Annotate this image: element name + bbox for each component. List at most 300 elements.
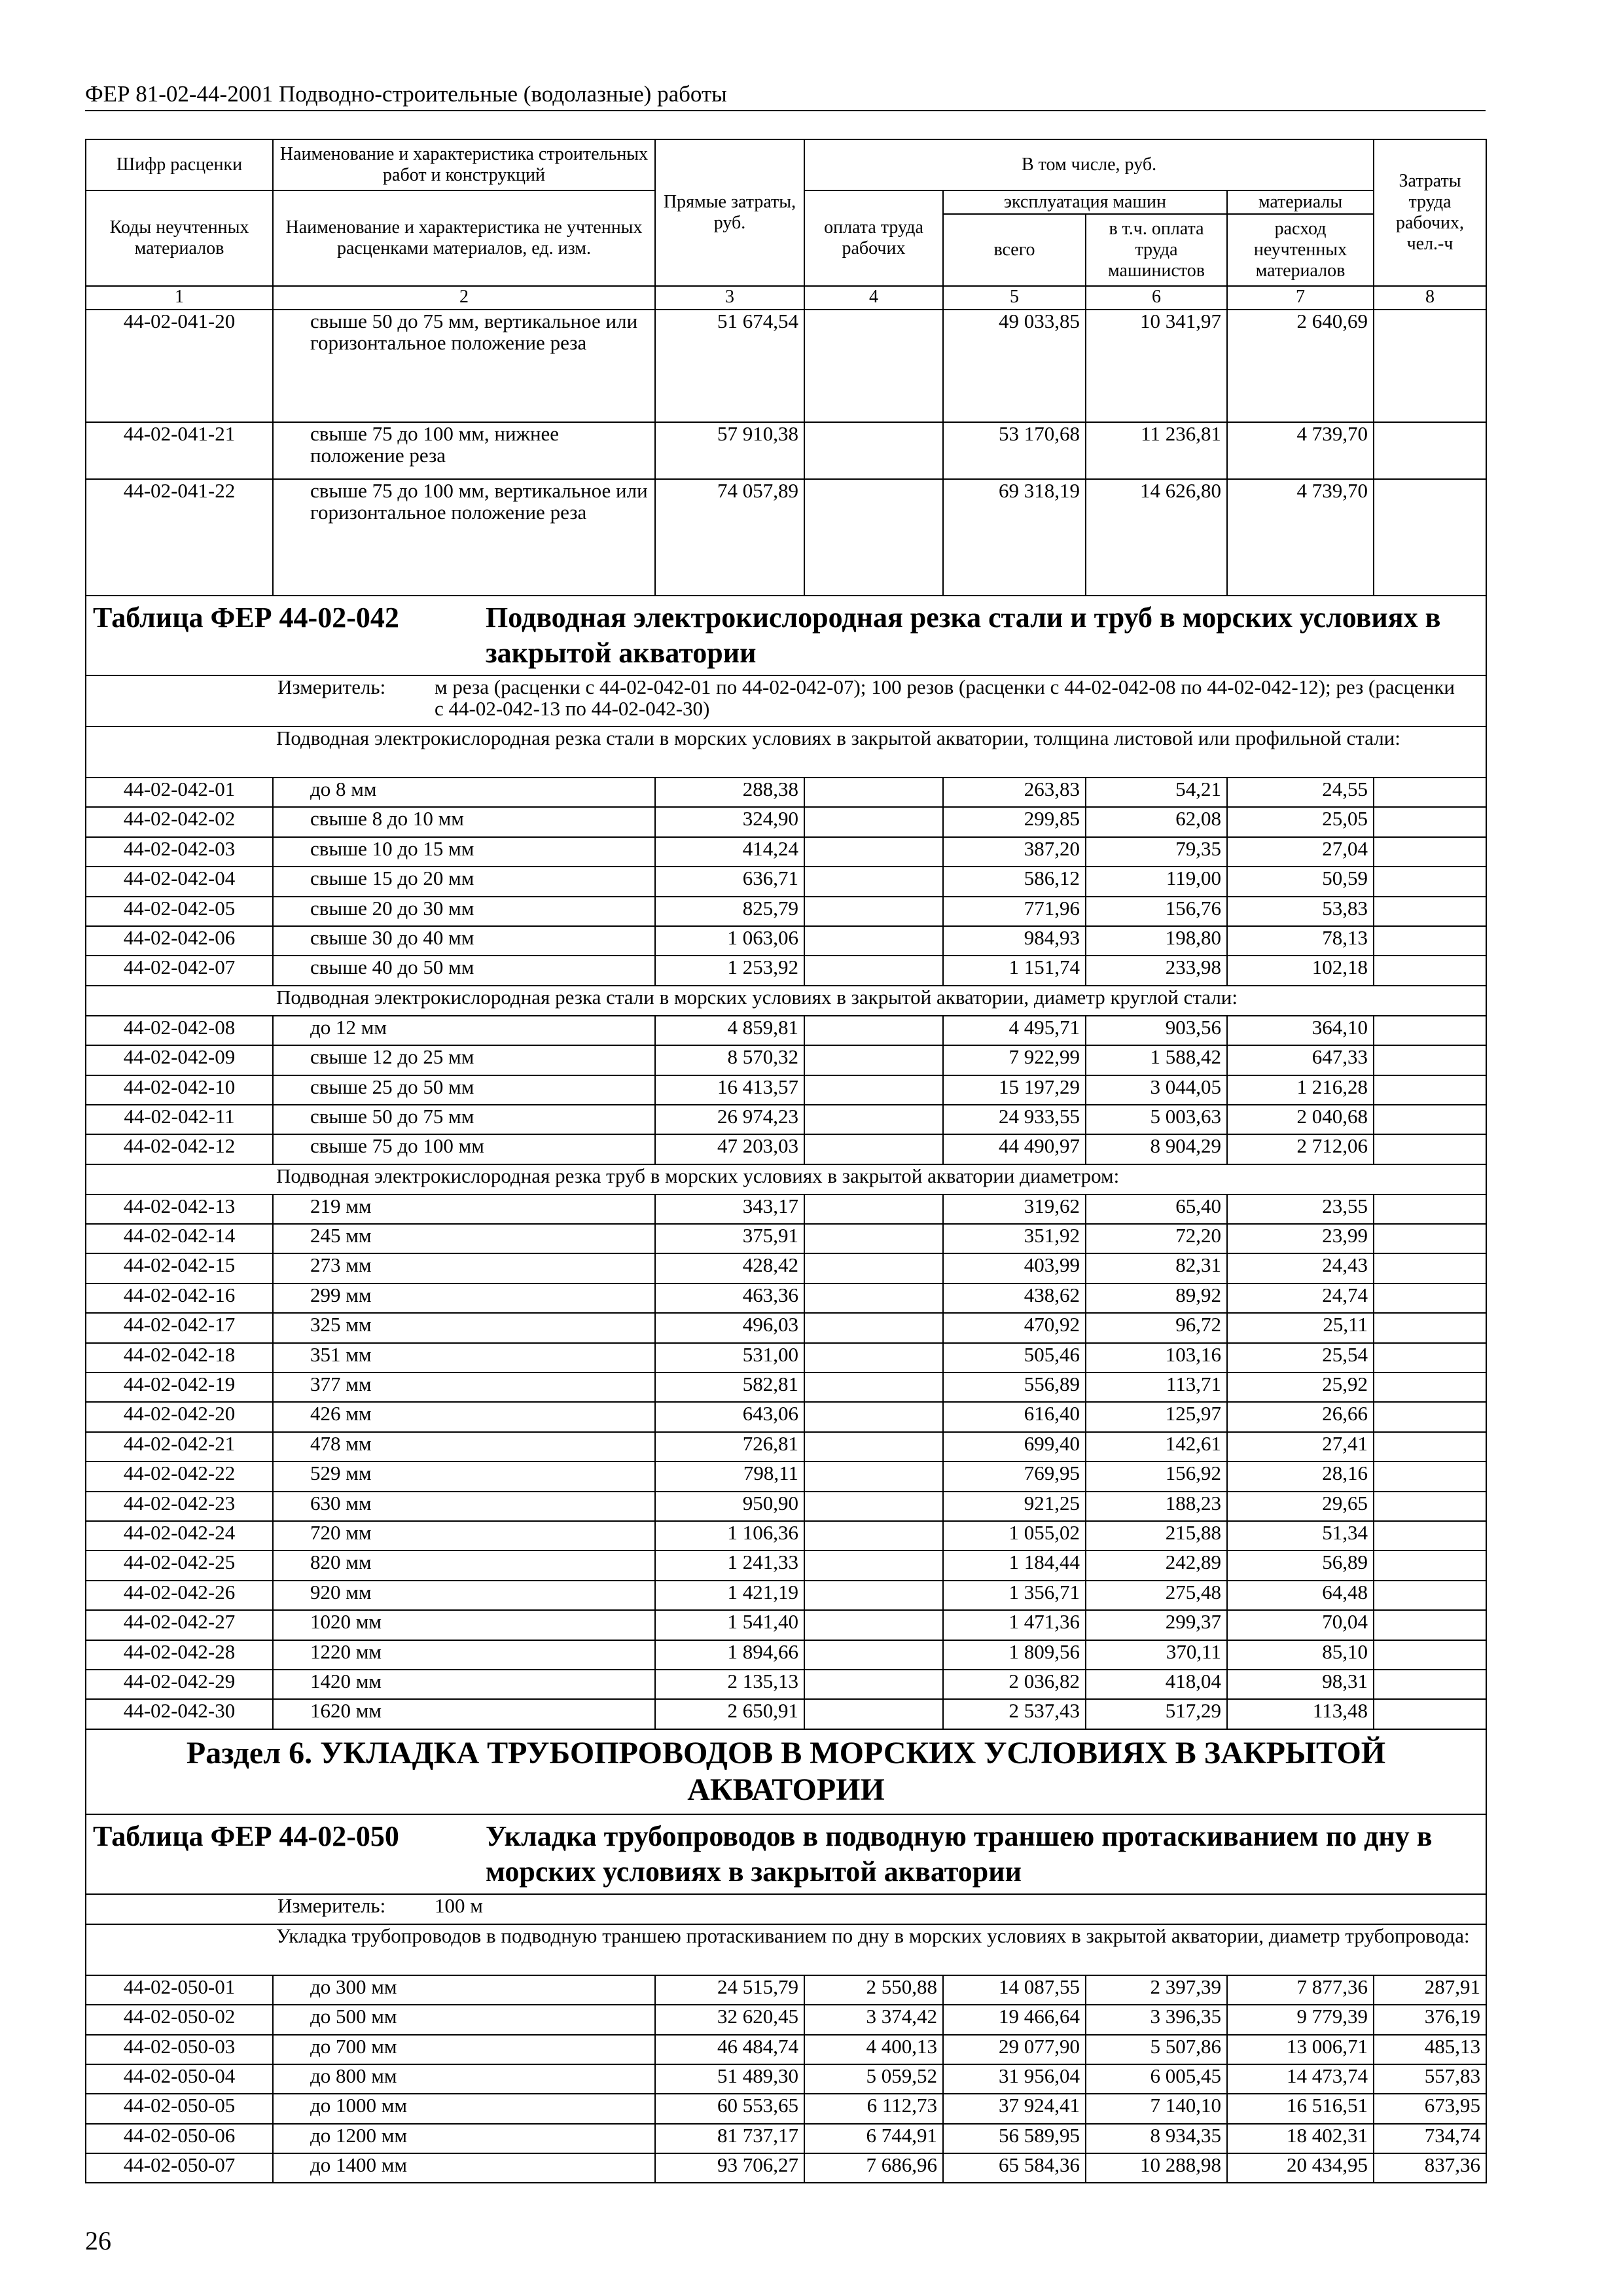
- cell-name: свыше 12 до 25 мм: [273, 1045, 655, 1075]
- cell-machinist: 215,88: [1086, 1521, 1227, 1551]
- cell-materials: 102,18: [1227, 956, 1374, 985]
- cell-labor: [804, 1640, 943, 1670]
- cell-materials: 27,41: [1227, 1432, 1374, 1462]
- table-heading: [86, 1814, 1486, 1894]
- rates-table: [85, 139, 1487, 2183]
- table-row: [86, 2124, 1486, 2153]
- cell-direct: 2 650,91: [655, 1699, 804, 1729]
- cell-code: 44-02-042-17: [86, 1313, 273, 1342]
- cell-code: 44-02-050-07: [86, 2153, 273, 2183]
- cell-name: 1220 мм: [273, 1640, 655, 1670]
- cell-hours: [1374, 1075, 1486, 1105]
- cell-machines: 15 197,29: [943, 1075, 1086, 1105]
- cell-code: 44-02-042-07: [86, 956, 273, 985]
- page-header: [85, 77, 1486, 111]
- cell-direct: 2 135,13: [655, 1670, 804, 1699]
- cell-direct: 81 737,17: [655, 2124, 804, 2153]
- cell-labor: [804, 1224, 943, 1253]
- cell-machines: 53 170,68: [943, 422, 1086, 479]
- cell-machinist: 142,61: [1086, 1432, 1227, 1462]
- cell-hours: [1374, 1343, 1486, 1372]
- cell-materials: 25,54: [1227, 1343, 1374, 1372]
- cell-materials: 23,55: [1227, 1194, 1374, 1224]
- cell-direct: 26 974,23: [655, 1105, 804, 1134]
- cell-machines: 351,92: [943, 1224, 1086, 1253]
- cell-machines: 1 055,02: [943, 1521, 1086, 1551]
- cell-machines: 505,46: [943, 1343, 1086, 1372]
- cell-labor: [804, 1521, 943, 1551]
- table-row: [86, 2035, 1486, 2064]
- cell-labor: [804, 1610, 943, 1640]
- cell-labor: [804, 1670, 943, 1699]
- table-title: Подводная электрокислородная резка стали и труб в морских условиях в закрытой акватории: [486, 601, 1441, 669]
- cell-machinist: 11 236,81: [1086, 422, 1227, 479]
- table-row: [86, 1105, 1486, 1134]
- cell-labor: [804, 1343, 943, 1372]
- table-row: [86, 1134, 1486, 1164]
- cell-hours: 673,95: [1374, 2094, 1486, 2123]
- table-row: [86, 2094, 1486, 2123]
- cell-direct: 60 553,65: [655, 2094, 804, 2123]
- cell-materials: 29,65: [1227, 1492, 1374, 1521]
- cell-hours: 734,74: [1374, 2124, 1486, 2153]
- cell-code: 44-02-050-03: [86, 2035, 273, 2064]
- cell-code: 44-02-042-16: [86, 1283, 273, 1313]
- cell-code: 44-02-042-05: [86, 897, 273, 926]
- cell-machines: 586,12: [943, 867, 1086, 896]
- table-row: [86, 1492, 1486, 1521]
- cell-direct: 32 620,45: [655, 2005, 804, 2034]
- cell-materials: 9 779,39: [1227, 2005, 1374, 2034]
- table-row: [86, 1551, 1486, 1580]
- cell-labor: [804, 956, 943, 985]
- cell-direct: 636,71: [655, 867, 804, 896]
- cell-code: 44-02-050-06: [86, 2124, 273, 2153]
- cell-hours: [1374, 1105, 1486, 1134]
- cell-hours: [1374, 1699, 1486, 1729]
- cell-labor: 4 400,13: [804, 2035, 943, 2064]
- col-number: 5: [943, 286, 1086, 310]
- th-machines-total: всего: [943, 214, 1086, 286]
- col-number: 4: [804, 286, 943, 310]
- cell-machines: 1 471,36: [943, 1610, 1086, 1640]
- cell-hours: [1374, 1610, 1486, 1640]
- cell-machinist: 233,98: [1086, 956, 1227, 985]
- cell-machinist: 2 397,39: [1086, 1975, 1227, 2005]
- cell-hours: [1374, 897, 1486, 926]
- cell-labor: [804, 1105, 943, 1134]
- cell-code: 44-02-042-13: [86, 1194, 273, 1224]
- cell-name: свыше 25 до 50 мм: [273, 1075, 655, 1105]
- table-row: [86, 422, 1486, 479]
- cell-materials: 13 006,71: [1227, 2035, 1374, 2064]
- cell-materials: 98,31: [1227, 1670, 1374, 1699]
- cell-hours: [1374, 1581, 1486, 1610]
- cell-labor: [804, 1016, 943, 1045]
- cell-name: 351 мм: [273, 1343, 655, 1372]
- cell-machines: 616,40: [943, 1402, 1086, 1431]
- meter-value: 100 м: [435, 1893, 483, 1917]
- cell-name: 478 мм: [273, 1432, 655, 1462]
- cell-code: 44-02-042-14: [86, 1224, 273, 1253]
- cell-machinist: 156,92: [1086, 1462, 1227, 1491]
- table-row: [86, 2005, 1486, 2034]
- cell-labor: 3 374,42: [804, 2005, 943, 2034]
- cell-hours: [1374, 479, 1486, 596]
- cell-machines: 44 490,97: [943, 1134, 1086, 1164]
- cell-code: 44-02-042-09: [86, 1045, 273, 1075]
- cell-hours: [1374, 1016, 1486, 1045]
- cell-direct: 47 203,03: [655, 1134, 804, 1164]
- cell-hours: 837,36: [1374, 2153, 1486, 2183]
- cell-code: 44-02-042-28: [86, 1640, 273, 1670]
- cell-materials: 364,10: [1227, 1016, 1374, 1045]
- cell-code: 44-02-042-26: [86, 1581, 273, 1610]
- cell-name: 377 мм: [273, 1372, 655, 1402]
- cell-materials: 56,89: [1227, 1551, 1374, 1580]
- cell-machinist: 79,35: [1086, 837, 1227, 867]
- table-row: [86, 867, 1486, 896]
- cell-hours: [1374, 1194, 1486, 1224]
- cell-code: 44-02-050-02: [86, 2005, 273, 2034]
- th-labor-cost: Затраты труда рабочих, чел.-ч: [1374, 139, 1486, 286]
- cell-code: 44-02-041-21: [86, 422, 273, 479]
- cell-code: 44-02-042-04: [86, 867, 273, 896]
- table-row: [86, 1581, 1486, 1610]
- table-row: [86, 1432, 1486, 1462]
- cell-materials: 4 739,70: [1227, 422, 1374, 479]
- cell-machines: 7 922,99: [943, 1045, 1086, 1075]
- cell-machinist: 65,40: [1086, 1194, 1227, 1224]
- cell-hours: [1374, 1283, 1486, 1313]
- cell-machines: 263,83: [943, 778, 1086, 807]
- table-title: Укладка трубопроводов в подводную траншею протаскиванием по дну в морских условиях в закрытой акватории: [486, 1820, 1433, 1888]
- meter-value: м реза (расценки с 44-02-042-01 по 44-02-042-07); 100 резов (расценки с 44-02-042-08 по 44-02-042-12); рез (расценки с 44-02-042-13 по 44-02-042-30): [435, 675, 1455, 720]
- cell-labor: [804, 1699, 943, 1729]
- cell-hours: 557,83: [1374, 2064, 1486, 2094]
- cell-code: 44-02-042-22: [86, 1462, 273, 1491]
- cell-materials: 23,99: [1227, 1224, 1374, 1253]
- cell-machines: 403,99: [943, 1253, 1086, 1283]
- cell-machinist: 5 003,63: [1086, 1105, 1227, 1134]
- table-row: [86, 1194, 1486, 1224]
- cell-hours: [1374, 867, 1486, 896]
- cell-labor: [804, 1462, 943, 1491]
- th-materials-use: расход неучтенных материалов: [1227, 214, 1374, 286]
- th-materials: материалы: [1227, 190, 1374, 214]
- cell-code: 44-02-042-06: [86, 926, 273, 956]
- table-row: [86, 1343, 1486, 1372]
- cell-direct: 343,17: [655, 1194, 804, 1224]
- cell-name: свыше 75 до 100 мм: [273, 1134, 655, 1164]
- th-machinist-pay: в т.ч. оплата труда машинистов: [1086, 214, 1227, 286]
- table-row: [86, 2064, 1486, 2094]
- cell-name: 219 мм: [273, 1194, 655, 1224]
- cell-materials: 64,48: [1227, 1581, 1374, 1610]
- cell-labor: [804, 1313, 943, 1342]
- cell-name: до 8 мм: [273, 778, 655, 807]
- cell-materials: 70,04: [1227, 1610, 1374, 1640]
- cell-direct: 51 489,30: [655, 2064, 804, 2094]
- cell-materials: 16 516,51: [1227, 2094, 1374, 2123]
- cell-materials: 7 877,36: [1227, 1975, 1374, 2005]
- cell-code: 44-02-041-22: [86, 479, 273, 596]
- cell-labor: [804, 1372, 943, 1402]
- cell-direct: 8 570,32: [655, 1045, 804, 1075]
- cell-direct: 4 859,81: [655, 1016, 804, 1045]
- cell-labor: [804, 1253, 943, 1283]
- cell-name: 245 мм: [273, 1224, 655, 1253]
- cell-code: 44-02-042-24: [86, 1521, 273, 1551]
- cell-code: 44-02-050-01: [86, 1975, 273, 2005]
- cell-name: 529 мм: [273, 1462, 655, 1491]
- cell-hours: [1374, 778, 1486, 807]
- cell-code: 44-02-042-01: [86, 778, 273, 807]
- document-title: ФЕР 81-02-44-2001 Подводно-строительные (водолазные) работы: [85, 81, 727, 107]
- cell-materials: 18 402,31: [1227, 2124, 1374, 2153]
- cell-machinist: 370,11: [1086, 1640, 1227, 1670]
- cell-code: 44-02-042-21: [86, 1432, 273, 1462]
- th-labor-pay: оплата труда рабочих: [804, 190, 943, 286]
- cell-code: 44-02-042-10: [86, 1075, 273, 1105]
- cell-machinist: 3 044,05: [1086, 1075, 1227, 1105]
- cell-materials: 20 434,95: [1227, 2153, 1374, 2183]
- page-number: 26: [85, 2226, 111, 2255]
- cell-direct: 1 541,40: [655, 1610, 804, 1640]
- cell-labor: [804, 1551, 943, 1580]
- cell-machinist: 54,21: [1086, 778, 1227, 807]
- cell-machinist: 6 005,45: [1086, 2064, 1227, 2094]
- cell-name: свыше 15 до 20 мм: [273, 867, 655, 896]
- cell-direct: 582,81: [655, 1372, 804, 1402]
- cell-materials: 27,04: [1227, 837, 1374, 867]
- cell-code: 44-02-042-25: [86, 1551, 273, 1580]
- cell-code: 44-02-042-19: [86, 1372, 273, 1402]
- cell-name: до 1000 мм: [273, 2094, 655, 2123]
- cell-labor: 2 550,88: [804, 1975, 943, 2005]
- cell-code: 44-02-042-23: [86, 1492, 273, 1521]
- cell-machines: 4 495,71: [943, 1016, 1086, 1045]
- table-row: [86, 1253, 1486, 1283]
- cell-machines: 299,85: [943, 807, 1086, 836]
- cell-name: свыше 20 до 30 мм: [273, 897, 655, 926]
- cell-hours: [1374, 1551, 1486, 1580]
- table-row: [86, 2153, 1486, 2183]
- th-uncounted-codes: Коды неучтенных материалов: [86, 190, 273, 286]
- th-direct: Прямые затраты, руб.: [655, 139, 804, 286]
- group-title: Подводная электрокислородная резка труб в морских условиях в закрытой акватории диаметром:: [86, 1164, 1486, 1194]
- cell-direct: 57 910,38: [655, 422, 804, 479]
- cell-hours: [1374, 1313, 1486, 1342]
- cell-name: до 700 мм: [273, 2035, 655, 2064]
- group-title: Подводная электрокислородная резка стали в морских условиях в закрытой акватории, толщина листовой или профильной стали:: [86, 726, 1486, 778]
- cell-name: свыше 50 до 75 мм: [273, 1105, 655, 1134]
- cell-code: 44-02-042-15: [86, 1253, 273, 1283]
- cell-direct: 531,00: [655, 1343, 804, 1372]
- cell-materials: 4 739,70: [1227, 479, 1374, 596]
- th-including: В том числе, руб.: [804, 139, 1374, 190]
- cell-name: свыше 75 до 100 мм, нижнее положение реза: [273, 422, 655, 479]
- cell-materials: 53,83: [1227, 897, 1374, 926]
- cell-machines: 556,89: [943, 1372, 1086, 1402]
- cell-direct: 643,06: [655, 1402, 804, 1431]
- cell-name: 273 мм: [273, 1253, 655, 1283]
- cell-labor: 5 059,52: [804, 2064, 943, 2094]
- cell-name: свыше 75 до 100 мм, вертикальное или горизонтальное положение реза: [273, 479, 655, 596]
- meter-row: [86, 675, 1486, 726]
- table-row: [86, 1402, 1486, 1431]
- cell-machines: 19 466,64: [943, 2005, 1086, 2034]
- cell-machines: 470,92: [943, 1313, 1086, 1342]
- meter-row: [86, 1894, 1486, 1924]
- cell-machines: 769,95: [943, 1462, 1086, 1491]
- cell-machines: 49 033,85: [943, 310, 1086, 422]
- cell-machines: 31 956,04: [943, 2064, 1086, 2094]
- cell-machinist: 5 507,86: [1086, 2035, 1227, 2064]
- cell-machines: 984,93: [943, 926, 1086, 956]
- cell-labor: [804, 1432, 943, 1462]
- cell-direct: 1 253,92: [655, 956, 804, 985]
- cell-machinist: 82,31: [1086, 1253, 1227, 1283]
- cell-hours: [1374, 1492, 1486, 1521]
- cell-machines: 65 584,36: [943, 2153, 1086, 2183]
- table-row: [86, 1313, 1486, 1342]
- table-row: [86, 837, 1486, 867]
- table-row: [86, 956, 1486, 985]
- cell-machinist: 103,16: [1086, 1343, 1227, 1372]
- cell-machines: 2 537,43: [943, 1699, 1086, 1729]
- col-number: 2: [273, 286, 655, 310]
- cell-machinist: 418,04: [1086, 1670, 1227, 1699]
- cell-labor: [804, 867, 943, 896]
- cell-direct: 51 674,54: [655, 310, 804, 422]
- cell-machinist: 62,08: [1086, 807, 1227, 836]
- cell-materials: 24,74: [1227, 1283, 1374, 1313]
- table-row: [86, 1670, 1486, 1699]
- table-row: [86, 778, 1486, 807]
- cell-materials: 51,34: [1227, 1521, 1374, 1551]
- cell-machinist: 89,92: [1086, 1283, 1227, 1313]
- cell-materials: 25,92: [1227, 1372, 1374, 1402]
- cell-materials: 25,05: [1227, 807, 1374, 836]
- table-row: [86, 1372, 1486, 1402]
- cell-materials: 2 040,68: [1227, 1105, 1374, 1134]
- cell-machinist: 188,23: [1086, 1492, 1227, 1521]
- cell-machines: 2 036,82: [943, 1670, 1086, 1699]
- cell-direct: 428,42: [655, 1253, 804, 1283]
- cell-machinist: 14 626,80: [1086, 479, 1227, 596]
- group-title: Подводная электрокислородная резка стали в морских условиях в закрытой акватории, диаметр круглой стали:: [86, 986, 1486, 1016]
- cell-machinist: 275,48: [1086, 1581, 1227, 1610]
- cell-labor: [804, 778, 943, 807]
- cell-machines: 921,25: [943, 1492, 1086, 1521]
- cell-hours: [1374, 1521, 1486, 1551]
- cell-hours: [1374, 1372, 1486, 1402]
- cell-machines: 29 077,90: [943, 2035, 1086, 2064]
- cell-machinist: 119,00: [1086, 867, 1227, 896]
- cell-name: 1620 мм: [273, 1699, 655, 1729]
- cell-labor: [804, 1402, 943, 1431]
- table-code: Таблица ФЕР 44-02-050: [93, 1820, 399, 1852]
- cell-direct: 1 063,06: [655, 926, 804, 956]
- cell-name: до 300 мм: [273, 1975, 655, 2005]
- table-row: [86, 1975, 1486, 2005]
- cell-materials: 24,43: [1227, 1253, 1374, 1283]
- cell-machines: 56 589,95: [943, 2124, 1086, 2153]
- cell-hours: [1374, 837, 1486, 867]
- cell-name: 1420 мм: [273, 1670, 655, 1699]
- cell-hours: [1374, 1224, 1486, 1253]
- cell-machinist: 72,20: [1086, 1224, 1227, 1253]
- cell-direct: 1 106,36: [655, 1521, 804, 1551]
- cell-labor: [804, 1492, 943, 1521]
- table-row: [86, 1224, 1486, 1253]
- cell-name: 820 мм: [273, 1551, 655, 1580]
- cell-hours: [1374, 1640, 1486, 1670]
- col-number: 3: [655, 286, 804, 310]
- cell-direct: 24 515,79: [655, 1975, 804, 2005]
- th-code: Шифр расценки: [86, 139, 273, 190]
- col-number: 8: [1374, 286, 1486, 310]
- table-heading: [86, 596, 1486, 675]
- cell-labor: 7 686,96: [804, 2153, 943, 2183]
- cell-direct: 726,81: [655, 1432, 804, 1462]
- cell-hours: [1374, 310, 1486, 422]
- cell-direct: 16 413,57: [655, 1075, 804, 1105]
- cell-labor: [804, 479, 943, 596]
- cell-name: до 12 мм: [273, 1016, 655, 1045]
- cell-hours: [1374, 1462, 1486, 1491]
- cell-name: свыше 30 до 40 мм: [273, 926, 655, 956]
- cell-labor: [804, 897, 943, 926]
- table-row: [86, 1016, 1486, 1045]
- cell-machinist: 3 396,35: [1086, 2005, 1227, 2034]
- cell-direct: 496,03: [655, 1313, 804, 1342]
- cell-hours: [1374, 1134, 1486, 1164]
- cell-hours: [1374, 1045, 1486, 1075]
- th-uncounted-names: Наименование и характеристика не учтенных расценками материалов, ед. изм.: [273, 190, 655, 286]
- cell-hours: [1374, 1253, 1486, 1283]
- th-name: Наименование и характеристика строительных работ и конструкций: [273, 139, 655, 190]
- meter-label: Измеритель:: [277, 675, 386, 698]
- cell-direct: 950,90: [655, 1492, 804, 1521]
- cell-code: 44-02-042-18: [86, 1343, 273, 1372]
- cell-labor: [804, 1075, 943, 1105]
- cell-direct: 288,38: [655, 778, 804, 807]
- table-row: [86, 1610, 1486, 1640]
- cell-name: 720 мм: [273, 1521, 655, 1551]
- cell-direct: 1 421,19: [655, 1581, 804, 1610]
- cell-machinist: 8 934,35: [1086, 2124, 1227, 2153]
- table-row: [86, 1462, 1486, 1491]
- cell-materials: 85,10: [1227, 1640, 1374, 1670]
- cell-machinist: 242,89: [1086, 1551, 1227, 1580]
- cell-machines: 1 809,56: [943, 1640, 1086, 1670]
- table-row: [86, 479, 1486, 596]
- cell-code: 44-02-050-04: [86, 2064, 273, 2094]
- table-row: [86, 1640, 1486, 1670]
- cell-hours: [1374, 956, 1486, 985]
- cell-name: 325 мм: [273, 1313, 655, 1342]
- cell-materials: 25,11: [1227, 1313, 1374, 1342]
- section-heading: Раздел 6. УКЛАДКА ТРУБОПРОВОДОВ В МОРСКИХ УСЛОВИЯХ В ЗАКРЫТОЙ АКВАТОРИИ: [86, 1729, 1486, 1814]
- cell-direct: 414,24: [655, 837, 804, 867]
- cell-direct: 93 706,27: [655, 2153, 804, 2183]
- cell-direct: 798,11: [655, 1462, 804, 1491]
- col-number: 6: [1086, 286, 1227, 310]
- cell-code: 44-02-042-02: [86, 807, 273, 836]
- cell-direct: 375,91: [655, 1224, 804, 1253]
